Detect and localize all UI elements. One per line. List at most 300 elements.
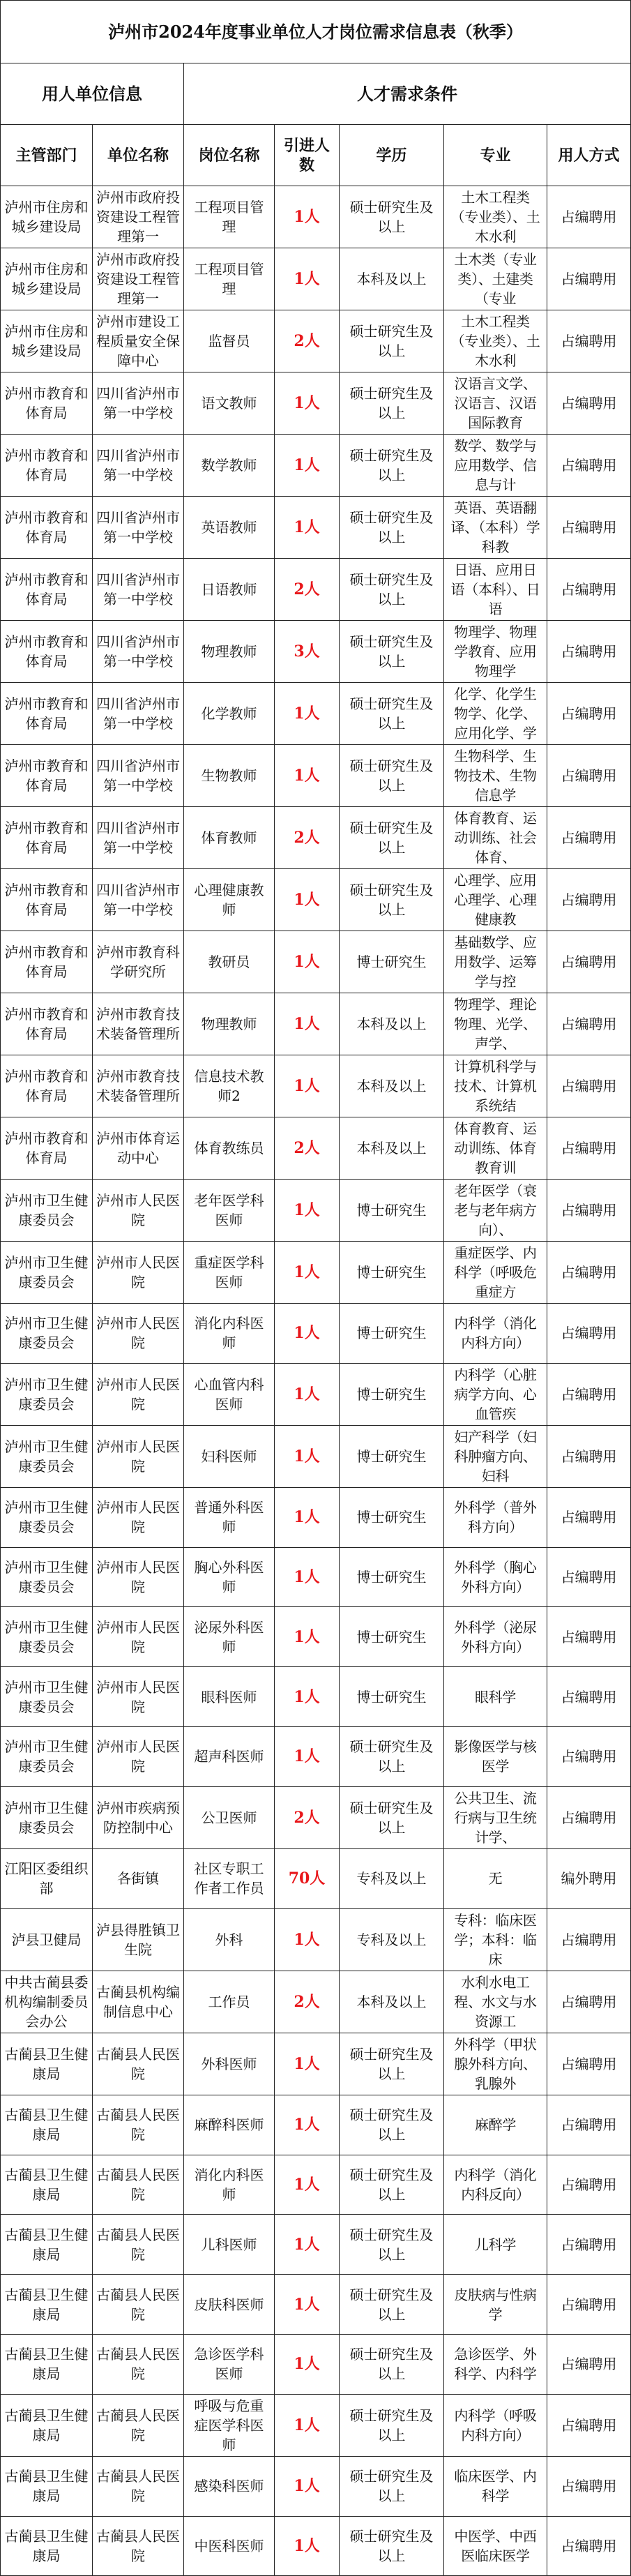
department-cell: 泸州市住房和城乡建设局 — [1, 248, 93, 310]
headcount-cell: 70人 — [275, 1848, 340, 1908]
employment-type-cell: 占编聘用 — [547, 1971, 631, 2033]
unit-name-cell: 四川省泸州市第一中学校 — [93, 621, 184, 683]
employment-type-cell: 占编聘用 — [547, 869, 631, 931]
unit-name-cell: 泸州市教育科学研究所 — [93, 931, 184, 993]
table-row — [1, 1786, 631, 1848]
department-cell: 古蔺县卫生健康局 — [1, 2516, 93, 2576]
department-cell: 泸州市卫生健康委员会 — [1, 1607, 93, 1667]
unit-name-cell: 泸州市人民医院 — [93, 1304, 184, 1364]
department-cell: 泸州市卫生健康委员会 — [1, 1425, 93, 1487]
department-cell: 泸州市卫生健康委员会 — [1, 1547, 93, 1607]
position-cell: 泌尿外科医师 — [184, 1607, 275, 1667]
education-cell: 硕士研究生及以上 — [340, 186, 444, 248]
table-row — [1, 745, 631, 807]
employment-type-cell: 占编聘用 — [547, 2275, 631, 2335]
headcount-cell: 1人 — [275, 745, 340, 807]
position-cell: 消化内科医师 — [184, 1304, 275, 1364]
education-cell: 硕士研究生及以上 — [340, 2334, 444, 2394]
unit-name-cell: 泸州市体育运动中心 — [93, 1117, 184, 1180]
headcount-cell: 2人 — [275, 807, 340, 869]
position-cell: 外科医师 — [184, 2033, 275, 2095]
major-cell: 内科学（消化内科反向） — [444, 2155, 547, 2215]
employment-type-cell: 占编聘用 — [547, 2334, 631, 2394]
headcount-cell: 3人 — [275, 621, 340, 683]
table-row — [1, 2275, 631, 2335]
employment-type-cell: 占编聘用 — [547, 435, 631, 497]
education-cell: 博士研究生 — [340, 1242, 444, 1304]
employment-type-cell: 占编聘用 — [547, 2516, 631, 2576]
headcount-cell: 1人 — [275, 248, 340, 310]
unit-name-cell: 古蔺县人民医院 — [93, 2456, 184, 2516]
position-cell: 呼吸与危重症医学科医师 — [184, 2394, 275, 2456]
headcount-cell: 1人 — [275, 1547, 340, 1607]
employment-type-cell: 占编聘用 — [547, 1547, 631, 1607]
employer-group-header: 用人单位信息 — [1, 63, 184, 125]
table-row — [1, 1607, 631, 1667]
employment-type-cell: 占编聘用 — [547, 2456, 631, 2516]
headcount-cell: 1人 — [275, 683, 340, 745]
table-row — [1, 559, 631, 621]
department-cell: 古蔺县卫生健康局 — [1, 2095, 93, 2155]
table-row — [1, 497, 631, 559]
headcount-cell: 1人 — [275, 1363, 340, 1425]
headcount-cell: 1人 — [275, 2215, 340, 2275]
education-cell: 硕士研究生及以上 — [340, 807, 444, 869]
education-cell: 硕士研究生及以上 — [340, 1786, 444, 1848]
department-cell: 泸州市住房和城乡建设局 — [1, 310, 93, 372]
employment-type-cell: 占编聘用 — [547, 993, 631, 1055]
headcount-cell: 1人 — [275, 1487, 340, 1547]
position-cell: 体育教练员 — [184, 1117, 275, 1180]
table-row — [1, 869, 631, 931]
headcount-cell: 1人 — [275, 2155, 340, 2215]
department-cell: 泸州市教育和体育局 — [1, 683, 93, 745]
headcount-cell: 2人 — [275, 1971, 340, 2033]
major-cell: 内科学（消化内科方向） — [444, 1304, 547, 1364]
unit-name-cell: 古蔺县人民医院 — [93, 2334, 184, 2394]
department-cell: 泸州市住房和城乡建设局 — [1, 186, 93, 248]
table-row — [1, 621, 631, 683]
major-cell: 物理学、理论物理、光学、声学、 — [444, 993, 547, 1055]
employment-type-cell: 占编聘用 — [547, 2394, 631, 2456]
education-cell: 博士研究生 — [340, 1304, 444, 1364]
table-row — [1, 1487, 631, 1547]
major-cell: 土木类（专业类）、土建类（专业 — [444, 248, 547, 310]
major-cell: 数学、数学与应用数学、信息与计 — [444, 435, 547, 497]
department-cell: 泸州市教育和体育局 — [1, 993, 93, 1055]
headcount-cell: 1人 — [275, 2334, 340, 2394]
headcount-cell: 2人 — [275, 310, 340, 372]
employment-type-cell: 占编聘用 — [547, 1727, 631, 1787]
department-cell: 泸州市教育和体育局 — [1, 621, 93, 683]
headcount-cell: 1人 — [275, 186, 340, 248]
major-cell: 生物科学、生物技术、生物信息学 — [444, 745, 547, 807]
employment-type-cell: 占编聘用 — [547, 248, 631, 310]
position-cell: 体育教师 — [184, 807, 275, 869]
education-cell: 硕士研究生及以上 — [340, 310, 444, 372]
table-row — [1, 807, 631, 869]
department-cell: 古蔺县卫生健康局 — [1, 2394, 93, 2456]
education-cell: 硕士研究生及以上 — [340, 2275, 444, 2335]
unit-name-cell: 泸州市教育技术装备管理所 — [93, 1055, 184, 1117]
major-cell: 日语、应用日语（本科）、日语 — [444, 559, 547, 621]
major-cell: 重症医学、内科学（呼吸危重症方 — [444, 1242, 547, 1304]
table-row — [1, 2033, 631, 2095]
major-cell: 无 — [444, 1848, 547, 1908]
position-cell: 社区专职工作者工作员 — [184, 1848, 275, 1908]
position-cell: 英语教师 — [184, 497, 275, 559]
table-row — [1, 931, 631, 993]
employment-type-cell: 占编聘用 — [547, 683, 631, 745]
headcount-cell: 1人 — [275, 869, 340, 931]
table-row — [1, 2334, 631, 2394]
major-cell: 麻醉学 — [444, 2095, 547, 2155]
department-cell: 中共古蔺县委机构编制委员会办公 — [1, 1971, 93, 2033]
headcount-cell: 1人 — [275, 2456, 340, 2516]
education-cell: 硕士研究生及以上 — [340, 869, 444, 931]
major-cell: 老年医学（衰老与老年病方向）、 — [444, 1180, 547, 1242]
position-cell: 眼科医师 — [184, 1667, 275, 1727]
employment-type-cell: 占编聘用 — [547, 2155, 631, 2215]
table-row — [1, 1425, 631, 1487]
major-cell: 影像医学与核医学 — [444, 1727, 547, 1787]
unit-name-cell: 古蔺县人民医院 — [93, 2033, 184, 2095]
unit-name-cell: 泸州市人民医院 — [93, 1607, 184, 1667]
major-cell: 土木工程类（专业类）、土木水利 — [444, 310, 547, 372]
unit-name-cell: 泸州市教育技术装备管理所 — [93, 993, 184, 1055]
unit-name-cell: 四川省泸州市第一中学校 — [93, 435, 184, 497]
major-cell: 水利水电工程、水文与水资源工 — [444, 1971, 547, 2033]
employment-type-cell: 占编聘用 — [547, 807, 631, 869]
education-cell: 本科及以上 — [340, 1971, 444, 2033]
department-cell: 泸州市卫生健康委员会 — [1, 1786, 93, 1848]
major-cell: 专科：临床医学；本科：临床 — [444, 1908, 547, 1971]
table-row — [1, 2394, 631, 2456]
department-cell: 江阳区委组织部 — [1, 1848, 93, 1908]
unit-name-cell: 泸州市人民医院 — [93, 1425, 184, 1487]
major-cell: 体育教育、运动训练、体育教育训 — [444, 1117, 547, 1180]
major-cell: 外科学（普外科方向） — [444, 1487, 547, 1547]
unit-name-cell: 泸州市人民医院 — [93, 1180, 184, 1242]
department-cell: 泸州市教育和体育局 — [1, 807, 93, 869]
table-row — [1, 372, 631, 435]
table-row — [1, 1055, 631, 1117]
major-cell: 公共卫生、流行病与卫生统计学、 — [444, 1786, 547, 1848]
column-header-row — [1, 125, 631, 186]
column-header: 引进人数 — [275, 125, 340, 186]
employment-type-cell: 占编聘用 — [547, 2033, 631, 2095]
table-row — [1, 1180, 631, 1242]
major-cell: 体育教育、运动训练、社会体育、 — [444, 807, 547, 869]
position-cell: 教研员 — [184, 931, 275, 993]
employment-type-cell: 占编聘用 — [547, 1055, 631, 1117]
headcount-cell: 1人 — [275, 931, 340, 993]
major-cell: 儿科学 — [444, 2215, 547, 2275]
headcount-cell: 1人 — [275, 1425, 340, 1487]
unit-name-cell: 四川省泸州市第一中学校 — [93, 807, 184, 869]
department-cell: 古蔺县卫生健康局 — [1, 2155, 93, 2215]
employment-type-cell: 占编聘用 — [547, 372, 631, 435]
unit-name-cell: 泸州市人民医院 — [93, 1727, 184, 1787]
unit-name-cell: 泸州市政府投资建设工程管理第一 — [93, 186, 184, 248]
group-header-row — [1, 63, 631, 125]
column-header: 主管部门 — [1, 125, 93, 186]
table-row — [1, 310, 631, 372]
employment-type-cell: 占编聘用 — [547, 1117, 631, 1180]
department-cell: 古蔺县卫生健康局 — [1, 2033, 93, 2095]
department-cell: 泸州市教育和体育局 — [1, 559, 93, 621]
major-cell: 妇产科学（妇科肿瘤方向、妇科 — [444, 1425, 547, 1487]
table-row — [1, 186, 631, 248]
position-cell: 皮肤科医师 — [184, 2275, 275, 2335]
headcount-cell: 2人 — [275, 1786, 340, 1848]
headcount-cell: 1人 — [275, 2095, 340, 2155]
major-cell: 眼科学 — [444, 1667, 547, 1727]
department-cell: 泸州市卫生健康委员会 — [1, 1667, 93, 1727]
education-cell: 本科及以上 — [340, 1117, 444, 1180]
position-cell: 胸心外科医师 — [184, 1547, 275, 1607]
table-row — [1, 1971, 631, 2033]
education-cell: 博士研究生 — [340, 1547, 444, 1607]
major-cell: 中医学、中西医临床医学 — [444, 2516, 547, 2576]
education-cell: 博士研究生 — [340, 931, 444, 993]
headcount-cell: 1人 — [275, 1180, 340, 1242]
unit-name-cell: 古蔺县人民医院 — [93, 2516, 184, 2576]
unit-name-cell: 泸州市人民医院 — [93, 1242, 184, 1304]
sheet-title: 泸州市2024年度事业单位人才岗位需求信息表（秋季） — [1, 1, 631, 63]
headcount-cell: 1人 — [275, 497, 340, 559]
department-cell: 泸州市教育和体育局 — [1, 745, 93, 807]
position-cell: 心血管内科医师 — [184, 1363, 275, 1425]
table-row — [1, 1848, 631, 1908]
employment-type-cell: 占编聘用 — [547, 1908, 631, 1971]
unit-name-cell: 泸州市人民医院 — [93, 1363, 184, 1425]
headcount-cell: 1人 — [275, 2516, 340, 2576]
department-cell: 古蔺县卫生健康局 — [1, 2334, 93, 2394]
headcount-cell: 1人 — [275, 1055, 340, 1117]
unit-name-cell: 泸州市建设工程质量安全保障中心 — [93, 310, 184, 372]
column-header: 用人方式 — [547, 125, 631, 186]
headcount-cell: 1人 — [275, 993, 340, 1055]
unit-name-cell: 古蔺县人民医院 — [93, 2275, 184, 2335]
department-cell: 泸县卫健局 — [1, 1908, 93, 1971]
position-cell: 化学教师 — [184, 683, 275, 745]
major-cell: 英语、英语翻译、（本科）学科教 — [444, 497, 547, 559]
unit-name-cell: 泸州市人民医院 — [93, 1667, 184, 1727]
position-cell: 急诊医学科医师 — [184, 2334, 275, 2394]
department-cell: 泸州市教育和体育局 — [1, 869, 93, 931]
employment-type-cell: 占编聘用 — [547, 310, 631, 372]
table-row — [1, 2456, 631, 2516]
education-cell: 硕士研究生及以上 — [340, 1727, 444, 1787]
position-cell: 中医科医师 — [184, 2516, 275, 2576]
position-cell: 普通外科医师 — [184, 1487, 275, 1547]
employment-type-cell: 占编聘用 — [547, 2095, 631, 2155]
education-cell: 硕士研究生及以上 — [340, 2095, 444, 2155]
education-cell: 博士研究生 — [340, 1487, 444, 1547]
department-cell: 泸州市卫生健康委员会 — [1, 1363, 93, 1425]
department-cell: 泸州市卫生健康委员会 — [1, 1242, 93, 1304]
education-cell: 硕士研究生及以上 — [340, 2394, 444, 2456]
department-cell: 泸州市卫生健康委员会 — [1, 1304, 93, 1364]
major-cell: 内科学（心脏病学方向、心血管疾 — [444, 1363, 547, 1425]
education-cell: 博士研究生 — [340, 1180, 444, 1242]
table-row — [1, 1363, 631, 1425]
position-cell: 信息技术教师2 — [184, 1055, 275, 1117]
position-cell: 公卫医师 — [184, 1786, 275, 1848]
position-cell: 日语教师 — [184, 559, 275, 621]
education-cell: 硕士研究生及以上 — [340, 2033, 444, 2095]
table-row — [1, 1727, 631, 1787]
position-cell: 消化内科医师 — [184, 2155, 275, 2215]
major-cell: 外科学（胸心外科方向） — [444, 1547, 547, 1607]
education-cell: 硕士研究生及以上 — [340, 497, 444, 559]
unit-name-cell: 四川省泸州市第一中学校 — [93, 745, 184, 807]
employment-type-cell: 占编聘用 — [547, 1242, 631, 1304]
department-cell: 泸州市教育和体育局 — [1, 435, 93, 497]
headcount-cell: 2人 — [275, 559, 340, 621]
major-cell: 内科学（呼吸内科方向） — [444, 2394, 547, 2456]
major-cell: 汉语言文学、汉语言、汉语国际教育 — [444, 372, 547, 435]
employment-type-cell: 占编聘用 — [547, 1667, 631, 1727]
major-cell: 临床医学、内科学 — [444, 2456, 547, 2516]
employment-type-cell: 占编聘用 — [547, 1304, 631, 1364]
major-cell: 皮肤病与性病学 — [444, 2275, 547, 2335]
major-cell: 化学、化学生物学、化学、应用化学、学 — [444, 683, 547, 745]
employment-type-cell: 占编聘用 — [547, 186, 631, 248]
headcount-cell: 1人 — [275, 1727, 340, 1787]
major-cell: 外科学（泌尿外科方向） — [444, 1607, 547, 1667]
unit-name-cell: 四川省泸州市第一中学校 — [93, 869, 184, 931]
major-cell: 基础数学、应用数学、运筹学与控 — [444, 931, 547, 993]
education-cell: 博士研究生 — [340, 1607, 444, 1667]
employment-type-cell: 编外聘用 — [547, 1848, 631, 1908]
education-cell: 硕士研究生及以上 — [340, 559, 444, 621]
position-cell: 物理教师 — [184, 621, 275, 683]
education-cell: 硕士研究生及以上 — [340, 2215, 444, 2275]
unit-name-cell: 古蔺县机构编制信息中心 — [93, 1971, 184, 2033]
department-cell: 泸州市教育和体育局 — [1, 1055, 93, 1117]
education-cell: 硕士研究生及以上 — [340, 2516, 444, 2576]
table-row — [1, 993, 631, 1055]
table-row — [1, 2215, 631, 2275]
unit-name-cell: 四川省泸州市第一中学校 — [93, 683, 184, 745]
position-cell: 儿科医师 — [184, 2215, 275, 2275]
table-row — [1, 1304, 631, 1364]
headcount-cell: 1人 — [275, 2275, 340, 2335]
major-cell: 心理学、应用心理学、心理健康教 — [444, 869, 547, 931]
position-cell: 工程项目管理 — [184, 186, 275, 248]
unit-name-cell: 泸州市人民医院 — [93, 1547, 184, 1607]
unit-name-cell: 泸州市疾病预防控制中心 — [93, 1786, 184, 1848]
employment-type-cell: 占编聘用 — [547, 931, 631, 993]
department-cell: 古蔺县卫生健康局 — [1, 2215, 93, 2275]
position-cell: 物理教师 — [184, 993, 275, 1055]
department-cell: 泸州市教育和体育局 — [1, 931, 93, 993]
major-cell: 土木工程类（专业类）、土木水利 — [444, 186, 547, 248]
department-cell: 泸州市卫生健康委员会 — [1, 1727, 93, 1787]
table-row — [1, 2095, 631, 2155]
education-cell: 博士研究生 — [340, 1425, 444, 1487]
unit-name-cell: 泸州市政府投资建设工程管理第一 — [93, 248, 184, 310]
unit-name-cell: 四川省泸州市第一中学校 — [93, 372, 184, 435]
column-header: 岗位名称 — [184, 125, 275, 186]
headcount-cell: 2人 — [275, 1117, 340, 1180]
position-cell: 感染科医师 — [184, 2456, 275, 2516]
unit-name-cell: 各街镇 — [93, 1848, 184, 1908]
department-cell: 古蔺县卫生健康局 — [1, 2275, 93, 2335]
education-cell: 专科及以上 — [340, 1908, 444, 1971]
employment-type-cell: 占编聘用 — [547, 1425, 631, 1487]
requirements-group-header: 人才需求条件 — [184, 63, 631, 125]
table-row — [1, 435, 631, 497]
position-cell: 妇科医师 — [184, 1425, 275, 1487]
education-cell: 本科及以上 — [340, 1055, 444, 1117]
column-header: 单位名称 — [93, 125, 184, 186]
unit-name-cell: 泸县得胜镇卫生院 — [93, 1908, 184, 1971]
position-cell: 外科 — [184, 1908, 275, 1971]
employment-type-cell: 占编聘用 — [547, 1607, 631, 1667]
headcount-cell: 1人 — [275, 1304, 340, 1364]
headcount-cell: 1人 — [275, 435, 340, 497]
position-cell: 心理健康教师 — [184, 869, 275, 931]
headcount-cell: 1人 — [275, 1607, 340, 1667]
table-row — [1, 1242, 631, 1304]
education-cell: 硕士研究生及以上 — [340, 2456, 444, 2516]
education-cell: 硕士研究生及以上 — [340, 2155, 444, 2215]
unit-name-cell: 古蔺县人民医院 — [93, 2215, 184, 2275]
column-header: 专业 — [444, 125, 547, 186]
department-cell: 泸州市卫生健康委员会 — [1, 1180, 93, 1242]
major-cell: 物理学、物理学教育、应用物理学 — [444, 621, 547, 683]
title-row — [1, 1, 631, 63]
major-cell: 急诊医学、外科学、内科学 — [444, 2334, 547, 2394]
department-cell: 泸州市卫生健康委员会 — [1, 1487, 93, 1547]
headcount-cell: 1人 — [275, 2394, 340, 2456]
table-row — [1, 683, 631, 745]
position-cell: 工作员 — [184, 1971, 275, 2033]
education-cell: 硕士研究生及以上 — [340, 435, 444, 497]
department-cell: 古蔺县卫生健康局 — [1, 2456, 93, 2516]
major-cell: 计算机科学与技术、计算机系统结 — [444, 1055, 547, 1117]
headcount-cell: 1人 — [275, 1667, 340, 1727]
department-cell: 泸州市教育和体育局 — [1, 497, 93, 559]
education-cell: 本科及以上 — [340, 993, 444, 1055]
employment-type-cell: 占编聘用 — [547, 1180, 631, 1242]
major-cell: 外科学（甲状腺外科方向、乳腺外 — [444, 2033, 547, 2095]
education-cell: 博士研究生 — [340, 1667, 444, 1727]
unit-name-cell: 泸州市人民医院 — [93, 1487, 184, 1547]
position-cell: 生物教师 — [184, 745, 275, 807]
table-row — [1, 2155, 631, 2215]
table-row — [1, 1117, 631, 1180]
position-cell: 数学教师 — [184, 435, 275, 497]
department-cell: 泸州市教育和体育局 — [1, 1117, 93, 1180]
unit-name-cell: 古蔺县人民医院 — [93, 2095, 184, 2155]
column-header: 学历 — [340, 125, 444, 186]
employment-type-cell: 占编聘用 — [547, 1363, 631, 1425]
position-cell: 重症医学科医师 — [184, 1242, 275, 1304]
headcount-cell: 1人 — [275, 372, 340, 435]
education-cell: 硕士研究生及以上 — [340, 683, 444, 745]
headcount-cell: 1人 — [275, 1908, 340, 1971]
headcount-cell: 1人 — [275, 1242, 340, 1304]
education-cell: 本科及以上 — [340, 248, 444, 310]
unit-name-cell: 四川省泸州市第一中学校 — [93, 559, 184, 621]
table-row — [1, 2516, 631, 2576]
table-row — [1, 248, 631, 310]
education-cell: 博士研究生 — [340, 1363, 444, 1425]
